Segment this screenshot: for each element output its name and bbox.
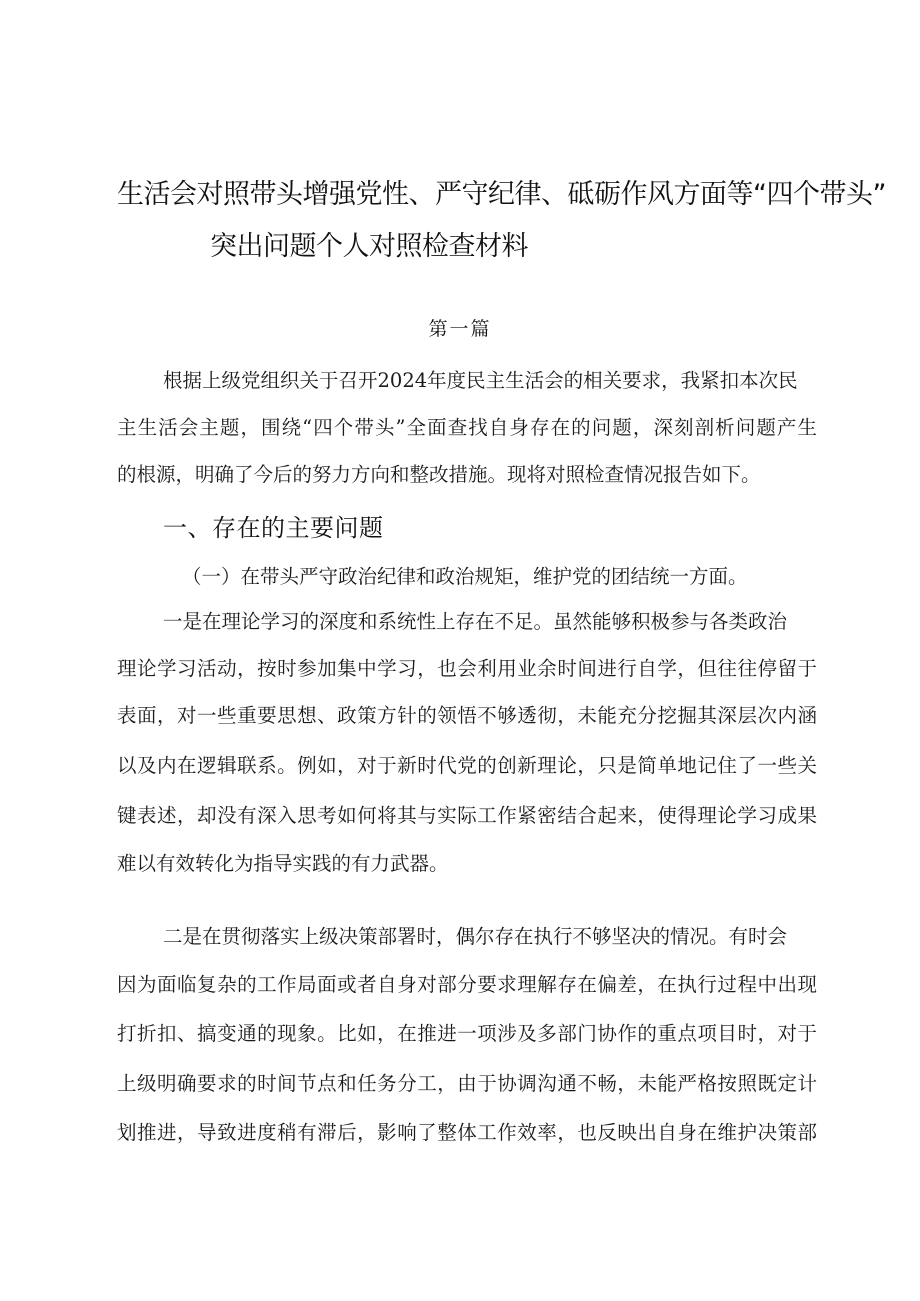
document-title-line-2: 突出问题个人对照检查材料 xyxy=(210,231,528,262)
intro-line-1: 根据上级党组织关于召开2024年度民主生活会的相关要求，我紧扣本次民 xyxy=(163,369,798,392)
intro-line-3: 的根源，明确了今后的努力方向和整改措施。现将对照检查情况报告如下。 xyxy=(117,463,761,486)
para2-line-3: 打折扣、搞变通的现象。比如，在推进一项涉及多部门协作的重点项目时，对于 xyxy=(117,1022,817,1045)
document-title-line-1: 生活会对照带头增强党性、严守纪律、砥砺作风方面等“四个带头” xyxy=(117,179,886,210)
subsection-heading: （一）在带头严守政治纪律和政治规矩，维护党的团结统一方面。 xyxy=(182,565,748,588)
para1-line-6: 难以有效转化为指导实践的有力武器。 xyxy=(117,852,449,875)
para2-line-1: 二是在贯彻落实上级决策部署时，偶尔存在执行不够坚决的情况。有时会 xyxy=(163,925,788,948)
para2-line-5: 划推进，导致进度稍有滞后，影响了整体工作效率，也反映出自身在维护决策部 xyxy=(117,1121,817,1144)
section-heading: 一、存在的主要问题 xyxy=(163,514,384,542)
para2-line-4: 上级明确要求的时间节点和任务分工，由于协调沟通不畅，未能严格按照既定计 xyxy=(117,1072,817,1095)
para1-line-5: 键表述，却没有深入思考如何将其与实际工作紧密结合起来，使得理论学习成果 xyxy=(117,804,817,827)
para2-line-2: 因为面临复杂的工作局面或者自身对部分要求理解存在偏差，在执行过程中出现 xyxy=(117,973,817,996)
para1-line-4: 以及内在逻辑联系。例如，对于新时代党的创新理论，只是简单地记住了一些关 xyxy=(117,754,817,777)
intro-line-2: 主生活会主题，围绕“四个带头”全面查找自身存在的问题，深刻剖析问题产生 xyxy=(117,416,817,439)
para1-line-1: 一是在理论学习的深度和系统性上存在不足。虽然能够积极参与各类政治 xyxy=(163,610,788,633)
para1-line-2: 理论学习活动，按时参加集中学习，也会利用业余时间进行自学，但往往停留于 xyxy=(117,657,817,680)
section-subtitle: 第一篇 xyxy=(428,318,492,340)
para1-line-3: 表面，对一些重要思想、政策方针的领悟不够透彻，未能充分挖掘其深层次内涵 xyxy=(117,704,817,727)
